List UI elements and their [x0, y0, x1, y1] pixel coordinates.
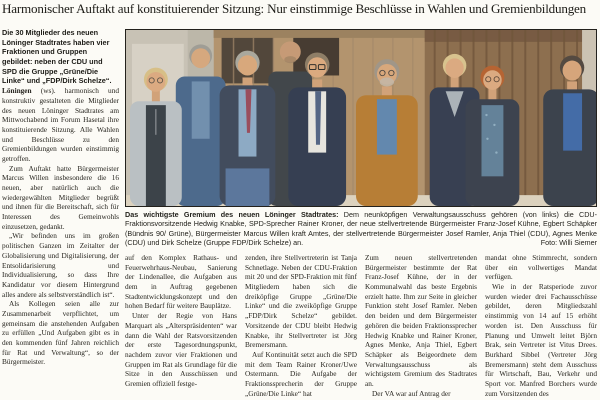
photo-credit: Foto: Willi Siemer	[536, 238, 597, 247]
body-paragraph	[2, 86, 119, 164]
text-column-2	[125, 253, 237, 400]
body-paragraph: zenden, ihre Stellvertreterin ist Tanja Schnetlage. Neben der CDU-Fraktion mit 20 und der SPD-Fraktion mit fünf Mitgliedern haben sich die dreiköpfige Gruppe „Grüne/Die Linke“ und die zweiköpfige Gruppe „FDP/Dirk Schelze“ gebildet. Vorsitzende der CDU bleibt Hedwig Knabke, ihr Stellvertreter ist Jörg Bremersmann.	[245, 253, 357, 350]
body-paragraph: Der VA war auf Antrag der	[372, 388, 451, 398]
body-paragraph: Wie in der Ratsperiode zuvor wurden wieder drei Fachausschüsse gebildet, deren Mitgliedszahl einstimmig von 14 auf 15 erhöht worden ist. Den Ausschuss für Planung und Umwelt leitet Björn Brak, sein Vertreter ist Vitus Drees. Burkhard Sibbel (Vertreter Jörg Bremersmann) steht dem Ausschuss für Wirtschaft, Bau, Verkehr und Sport vor. Manfred Borchers wurde zum Vorsitzenden des	[485, 282, 597, 398]
body-paragraph: Auf Kontinuität setzt auch die SPD mit dem Team Rainer Kroner/Uwe Ostermann. Die Aufgabe der Fraktionssprecherin der Gruppe „Grüne/Die Linke“ hat	[245, 349, 357, 398]
caption-lead: Das wichtigste Gremium des neuen Löninger Stadtrates:	[125, 210, 339, 219]
body-paragraph: Als Kollegen seien alle zur Zusammenarbeit verpflichtet, um gemeinsam die anstehenden Aufgaben zu erfüllen „Und Aufgaben gibt es in den kommenden fünf Jahren reichlich für Rat und Verwaltung“, so der Bürgermeister.	[2, 299, 119, 367]
body-paragraph: „Wir befinden uns im großen politischen Ganzen im Zeitalter der Globalisierung und Digitalisierung, der Entsolidarisierung und Individualisierung, so dass Ihre Kandidatur vor diesem Hintergrund alles andere als selbstverständlich ist“.	[2, 231, 119, 299]
text-column-5	[485, 253, 597, 400]
article-lede: Die 30 Mitglieder des neuen Löninger Stadtrates haben vier Fraktionen und Gruppen gebildet: neben der CDU und SPD die Gruppe „Grüne/Die Linke“ und „FDP/Dirk Schelze“.	[2, 28, 112, 86]
body-paragraph: Unter der Regie von Hans Marquart als „Alterspräsidenten“ war dann die Wahl der Ratsvorsitzenden der erste Tagesordnungspunkt, nachdem zuvor vier Fraktionen und Gruppen im Rat als Grundlage für die Sitze in den Ausschüssen und Gremien offiziell festge-	[125, 311, 237, 388]
group-photo	[125, 29, 597, 207]
body-paragraph: Zum neuen stellvertretenden Bürgermeister bestimmte der Rat Franz-Josef Kühne, der in der Kommunalwahl das beste Ergebnis erzielt hatte. Ihm zur Seite in gleicher Funktion steht Josef Ramler. Neben den beiden und dem Bürgermeister gehören die beiden Fraktionssprecher Hedwig Knabke und Rainer Kroner, Agnes Menke, Anja Thiel, Egbert Schäpker als Beigeordnete dem Verwaltungsausschuss als wichtigstem Gremium des Stadtrates an.	[365, 253, 477, 388]
photo-caption	[125, 210, 597, 248]
caption-text: Dem neunköpfigen Verwaltungsausschuss gehören (von links) die CDU-Fraktionsvorsitzende Hedwig Knabke, SPD-Sprecher Rainer Kroner, der neue stellvertretende Bürgermeister Franz-Josef Kühne, Egbert Schäpker (Bündnis 90/ Grüne), Bürgermeister Marcus Willen kraft Amtes, der stellvertretende Bürgermeister Josef Ramler, Anja Thiel (CDU), Agnes Menke (CDU) und Dirk Schelze (Gruppe FDP/Dirk Schelze) an.	[125, 210, 597, 248]
article-headline: Harmonischer Auftakt auf konstituierender Sitzung: Nur einstimmige Beschlüsse in Wahlen und Gremienbildungen	[2, 1, 587, 16]
paragraph-text: (ws). harmonisch und konstruktiv gestalteten die Mitglieder des neuen Löninger Stadtrates am Mittwochabend im Forum Hasetal ihre konstituierende Sitzung. Alle Wahlen und Beschlüsse zu den Gremienbildungen wurden einstimmig getroffen.	[2, 86, 119, 163]
dateline: Löningen	[2, 86, 32, 96]
body-paragraph: auf den Komplex Rathaus- und Feuerwehrhaus-Neubau, Sanierung der Lindenallee, die Aufgaben aus dem in Auftrag gegebenen Stadtentwicklungskonzept und den hohen Bedarf für weitere Bauplätze.	[125, 253, 237, 311]
intro-column	[2, 28, 119, 400]
group-photo-illustration	[126, 30, 596, 206]
body-paragraph: Zum Auftakt hatte Bürgermeister Marcus Willen insbesondere die 16 neuen, aber natürlich auch die wiedergewählten Mitglieder begrüßt und ihnen für die Bereitschaft, sich für Interessen des Gemeinwohls einzusetzen, gedankt.	[2, 163, 119, 231]
body-paragraph: mandat ohne Stimmrecht, sondern über ein vollwertiges Mandat verfügen.	[485, 253, 597, 282]
text-column-3	[245, 253, 357, 400]
text-column-4	[365, 253, 477, 400]
